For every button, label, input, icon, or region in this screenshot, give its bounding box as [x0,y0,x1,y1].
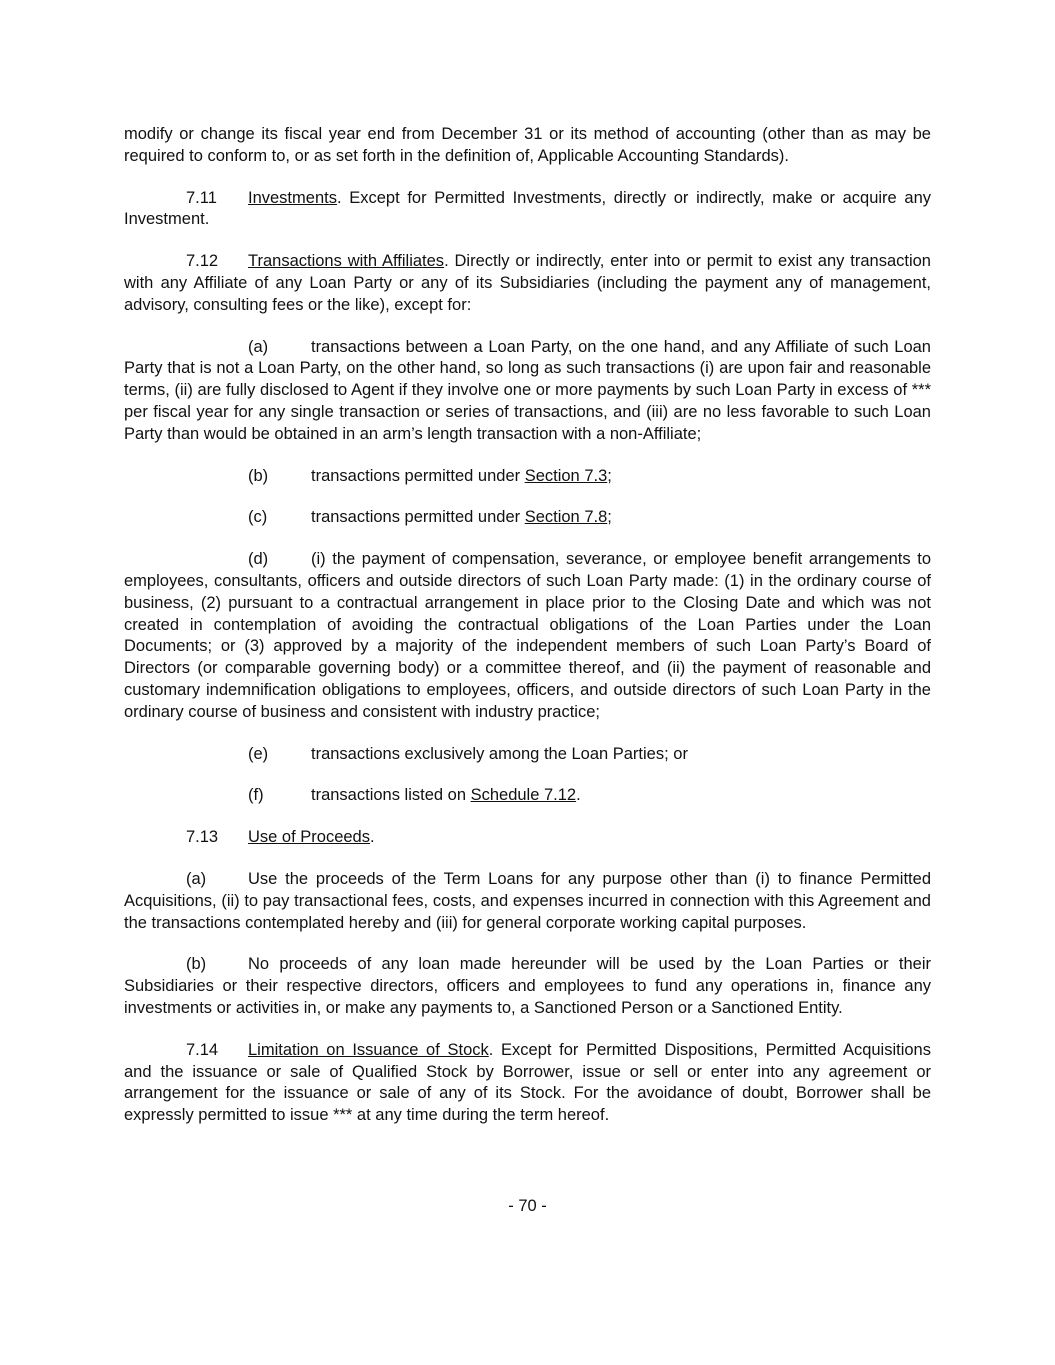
clause-text: transactions permitted under [311,466,525,485]
section-body: . Except for Permitted Dispositions, Permitted Acquisitions and the issuance or sale of Qualified Stock by Borrower, issue or sell or enter into any agreement or arrangement for the issuance or sale of any of its Stock. For the avoidance of doubt, Borrower shall be expressly permitted to issue *** at any time during the term hereof. [124,1040,931,1125]
clause-text: Use the proceeds of the Term Loans for any purpose other than (i) to finance Permitted Acquisitions, (ii) to pay transactional fees, costs, and expenses incurred in connection with this Agreement and the transactions contemplated hereby and (iii) for general corporate working capital purposes. [124,869,931,932]
clause-label: (c) [248,508,268,527]
clause-7-12-e [124,744,931,766]
section-7-14 [124,1040,931,1127]
section-number: 7.12 [186,252,219,271]
section-body: . Directly or indirectly, enter into or permit to exist any transaction with any Affiliate of any Loan Party or any of its Subsidiaries (including the payment any of management, advisory, consulting fees or the like), except for: [124,252,931,314]
clause-text: transactions between a Loan Party, on the one hand, and any Affiliate of such Loan Party that is not a Loan Party, on the other hand, so long as such transactions (i) are upon fair and reasonable terms, (ii) are fully disclosed to Agent if they involve one or more payments by such Loan Party in excess of *** per fiscal year for any single transaction or series of transactions, and (iii) are no less favorable to such Loan Party than would be obtained in an arm’s length transaction with a non-Affiliate; [124,337,931,443]
section-reference-link: Section 7.3 [524,466,608,485]
schedule-reference-link: Schedule 7.12 [470,786,577,805]
clause-7-12-b: (b) transactions permitted under Section 7.3; [124,466,931,488]
section-number: 7.13 [186,828,219,847]
clause-label: (b) [248,466,269,485]
clause-7-12-c: (c) transactions permitted under Section 7.8; [124,507,931,529]
clause-label: (e) [248,744,269,763]
clause-label: (a) [248,337,269,356]
clause-7-12-a [124,337,931,446]
clause-label: (b) [186,955,207,974]
clause-7-12-d [124,549,931,723]
intro-text: modify or change its fiscal year end from December 31 or its method of accounting (other than as may be required to conform to, or as set forth in the definition of, Applicable Accounting Standards). [124,125,931,165]
section-7-12 [124,251,931,316]
section-body: . [369,828,375,847]
intro-paragraph [124,124,931,168]
clause-text: (i) the payment of compensation, severance, or employee benefit arrangements to employees, consultants, officers and outside directors of such Loan Party made: (1) in the ordinary course of business, (2) pursuant to a contractual arrangement in place prior to the Closing Date and which was not created in contemplation of avoiding the contractual obligations of the Loan Parties under the Loan Documents; or (3) approved by a majority of the independent members of such Loan Party’s Board of Directors (or comparable governing body) or a committee thereof, and (ii) the payment of reasonable and customary indemnification obligations to employees, officers, and outside directors of such Loan Party in the ordinary course of business and consistent with industry practice; [124,550,931,721]
section-heading: Investments [248,188,337,207]
section-heading: Limitation on Issuance of Stock [248,1040,489,1059]
section-7-13 [124,827,931,849]
section-reference-link: Section 7.8 [524,508,608,527]
page-number: - 70 - [508,1197,547,1215]
section-body: . Except for Permitted Investments, directly or indirectly, make or acquire any Investment. [124,188,931,229]
clause-label: (f) [248,786,264,805]
section-7-11 [124,188,931,232]
section-heading: Transactions with Affiliates [248,252,445,271]
section-number: 7.14 [186,1040,219,1059]
clause-text: No proceeds of any loan made hereunder will be used by the Loan Parties or their Subsidiaries or their respective directors, officers and employees to fund any operations in, finance any investments or activities in, or make any payments to, a Sanctioned Person or a Sanctioned Entity. [124,955,931,1017]
clause-label: (d) [248,550,269,569]
clause-7-12-f: (f) transactions listed on Schedule 7.12. [124,785,931,807]
clause-text: transactions exclusively among the Loan Parties; or [311,744,688,763]
section-number: 7.11 [186,188,217,207]
clause-label: (a) [186,869,207,888]
clause-7-13-a [124,869,931,934]
section-heading: Use of Proceeds [248,828,370,847]
clause-text: transactions permitted under [311,508,525,527]
clause-7-13-b [124,954,931,1019]
clause-text: transactions listed on [311,786,471,805]
document-page [124,124,931,1127]
